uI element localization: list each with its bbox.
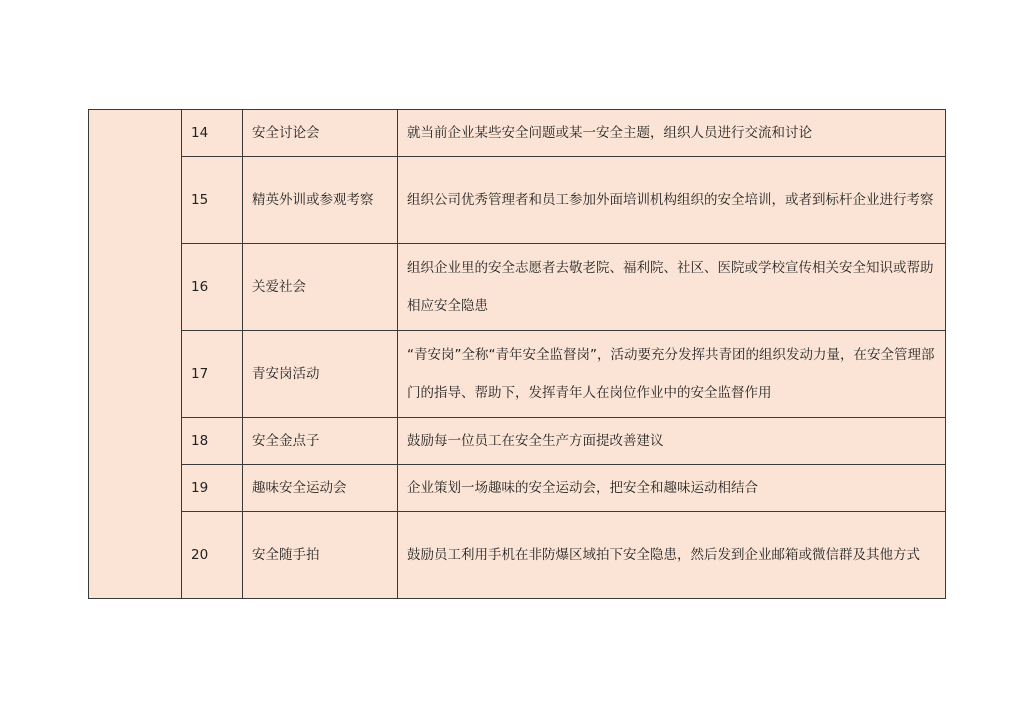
activities-table bbox=[88, 109, 946, 599]
table-row bbox=[89, 465, 946, 512]
activity-description: 就当前企业某些安全问题或某一安全主题，组织人员进行交流和讨论 bbox=[398, 110, 946, 157]
activity-description: 企业策划一场趣味的安全运动会，把安全和趣味运动相结合 bbox=[398, 465, 946, 512]
activity-name: 安全随手拍 bbox=[243, 512, 398, 599]
activity-description: 鼓励员工利用手机在非防爆区域拍下安全隐患，然后发到企业邮箱或微信群及其他方式 bbox=[398, 512, 946, 599]
activity-description: 组织企业里的安全志愿者去敬老院、福利院、社区、医院或学校宣传相关安全知识或帮助相应安全隐患 bbox=[398, 244, 946, 331]
row-number: 17 bbox=[182, 331, 243, 418]
table-row bbox=[89, 110, 946, 157]
activity-name: 精英外训或参观考察 bbox=[243, 157, 398, 244]
row-number: 18 bbox=[182, 418, 243, 465]
activity-name: 关爱社会 bbox=[243, 244, 398, 331]
table-row bbox=[89, 157, 946, 244]
activity-name: 安全金点子 bbox=[243, 418, 398, 465]
activity-description: “青安岗”全称“青年安全监督岗”，活动要充分发挥共青团的组织发动力量，在安全管理部门的指导、帮助下，发挥青年人在岗位作业中的安全监督作用 bbox=[398, 331, 946, 418]
row-number: 16 bbox=[182, 244, 243, 331]
row-number: 14 bbox=[182, 110, 243, 157]
category-cell bbox=[89, 110, 182, 599]
table-row bbox=[89, 418, 946, 465]
activity-name: 趣味安全运动会 bbox=[243, 465, 398, 512]
table-row bbox=[89, 512, 946, 599]
activity-description: 组织公司优秀管理者和员工参加外面培训机构组织的安全培训，或者到标杆企业进行考察 bbox=[398, 157, 946, 244]
row-number: 20 bbox=[182, 512, 243, 599]
activity-name: 青安岗活动 bbox=[243, 331, 398, 418]
row-number: 15 bbox=[182, 157, 243, 244]
activity-description: 鼓励每一位员工在安全生产方面提改善建议 bbox=[398, 418, 946, 465]
table-row bbox=[89, 331, 946, 418]
table-row bbox=[89, 244, 946, 331]
activity-name: 安全讨论会 bbox=[243, 110, 398, 157]
row-number: 19 bbox=[182, 465, 243, 512]
